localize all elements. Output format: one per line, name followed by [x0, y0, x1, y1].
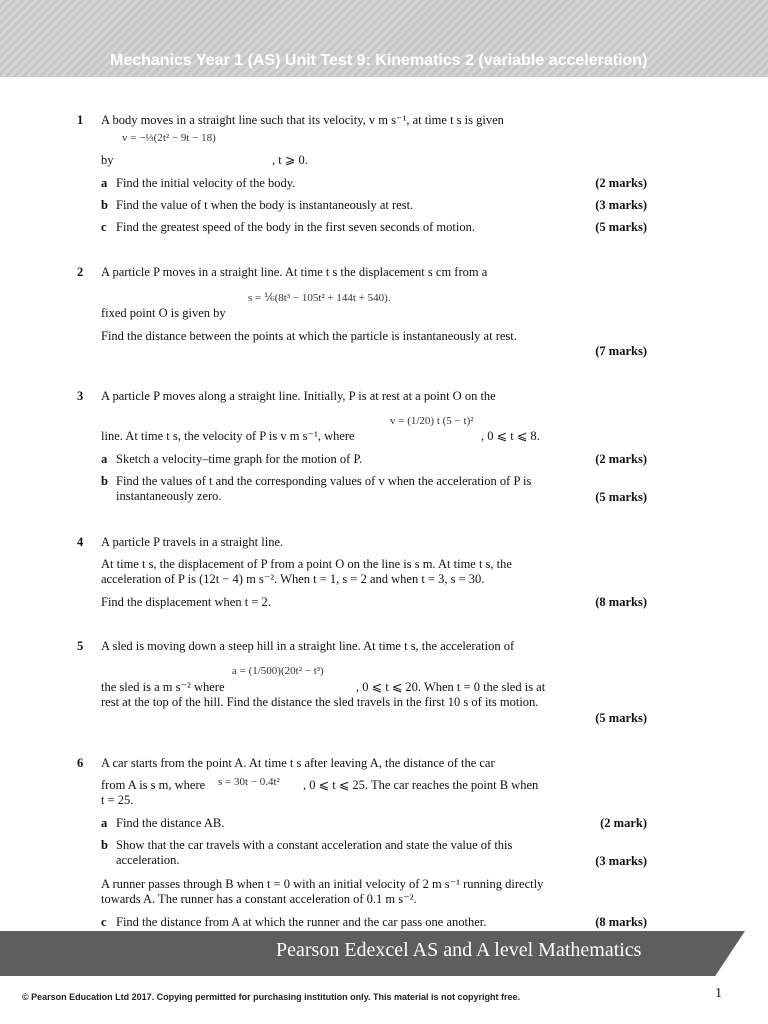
part-letter: a — [101, 816, 108, 830]
question-text: , t ⩾ 0. — [272, 153, 308, 167]
marks: (7 marks) — [595, 344, 647, 358]
part-text: Sketch a velocity–time graph for the motion of P. — [116, 452, 363, 466]
marks: (5 marks) — [595, 711, 647, 725]
marks: (2 marks) — [595, 452, 647, 466]
footer-title: Pearson Edexcel AS and A level Mathematics — [276, 939, 642, 961]
part-text: Find the values of t and the corresponding values of v when the acceleration of P is instantaneously zero. — [116, 474, 532, 503]
part-letter: b — [101, 474, 108, 488]
equation: s = 30t − 0.4t² — [218, 776, 280, 788]
equation: a = (1/500)(20t² − t³) — [232, 665, 324, 677]
question-text: rest at the top of the hill. Find the distance the sled travels in the first 10 s of its motion. — [101, 695, 539, 709]
question-text: by — [101, 153, 114, 167]
question-number: 2 — [77, 265, 84, 279]
equation: s = ⅙(8t³ − 105t² + 144t + 540). — [248, 292, 391, 304]
question-text: A particle P travels in a straight line. — [101, 535, 284, 549]
part-text: Show that the car travels with a constant acceleration and state the value of this acceleration. — [116, 838, 513, 867]
part-text: Find the distance AB. — [116, 816, 225, 830]
question-text: A sled is moving down a steep hill in a straight line. At time t s, the acceleration of — [101, 639, 515, 653]
marks: (8 marks) — [595, 915, 647, 929]
marks: (8 marks) — [595, 595, 647, 609]
question-text: A particle P moves in a straight line. At time t s the displacement s cm from a — [101, 265, 488, 279]
question-text: Find the displacement when t = 2. — [101, 595, 271, 609]
question-text: A runner passes through B when t = 0 with an initial velocity of 2 m s⁻¹ running directly towards A. The runner has a constant acceleration of 0.1 m s⁻². — [101, 877, 544, 906]
question-text: from A is s m, where — [101, 778, 206, 792]
question-text: fixed point O is given by — [101, 306, 226, 320]
part-letter: a — [101, 176, 108, 190]
equation: v = −⅓(2t² − 9t − 18) — [122, 132, 216, 144]
question-text: line. At time t s, the velocity of P is v m s⁻¹, where — [101, 429, 355, 443]
question-number: 5 — [77, 639, 84, 653]
question-text: A particle P moves along a straight line. Initially, P is at rest at a point O on the — [101, 389, 496, 403]
question-text: A car starts from the point A. At time t s after leaving A, the distance of the car — [101, 756, 495, 770]
question-number: 6 — [77, 756, 84, 770]
part-letter: b — [101, 838, 108, 852]
part-letter: a — [101, 452, 108, 466]
question-text: , 0 ⩽ t ⩽ 25. The car reaches the point B when — [303, 778, 539, 792]
marks: (2 mark) — [600, 816, 647, 830]
part-letter: b — [101, 198, 108, 212]
part-letter: c — [101, 915, 107, 929]
question-text: the sled is a m s⁻² where — [101, 680, 225, 694]
question-text: , 0 ⩽ t ⩽ 20. When t = 0 the sled is at — [356, 680, 546, 694]
question-text: Find the distance between the points at which the particle is instantaneously at rest. — [101, 329, 517, 343]
part-text: Find the initial velocity of the body. — [116, 176, 296, 190]
question-number: 3 — [77, 389, 84, 403]
copyright-notice: © Pearson Education Ltd 2017. Copying permitted for purchasing institution only. This material is not copyright free. — [22, 992, 521, 1002]
question-text: , 0 ⩽ t ⩽ 8. — [481, 429, 540, 443]
question-text: t = 25. — [101, 793, 134, 807]
question-text: At time t s, the displacement of P from a point O on the line is s m. At time t s, the acceleration of P is (12t − 4) m s⁻². When t = 1, s = 2 and when t = 3, s = 30. — [101, 557, 512, 586]
question-number: 4 — [77, 535, 84, 549]
marks: (2 marks) — [595, 176, 647, 190]
part-text: Find the greatest speed of the body in the first seven seconds of motion. — [116, 220, 475, 234]
marks: (5 marks) — [595, 220, 647, 234]
page-number: 1 — [715, 986, 722, 1001]
equation: v = (1/20) t (5 − t)² — [390, 415, 474, 427]
question-number: 1 — [77, 113, 84, 127]
marks: (5 marks) — [595, 490, 647, 504]
question-text: A body moves in a straight line such that its velocity, v m s⁻¹, at time t s is given — [101, 113, 504, 127]
marks: (3 marks) — [595, 198, 647, 212]
page-title: Mechanics Year 1 (AS) Unit Test 9: Kinematics 2 (variable acceleration) — [110, 52, 648, 69]
part-letter: c — [101, 220, 107, 234]
marks: (3 marks) — [595, 854, 647, 868]
part-text: Find the value of t when the body is instantaneously at rest. — [116, 198, 414, 212]
part-text: Find the distance from A at which the runner and the car pass one another. — [116, 915, 487, 929]
header-banner — [0, 0, 768, 77]
